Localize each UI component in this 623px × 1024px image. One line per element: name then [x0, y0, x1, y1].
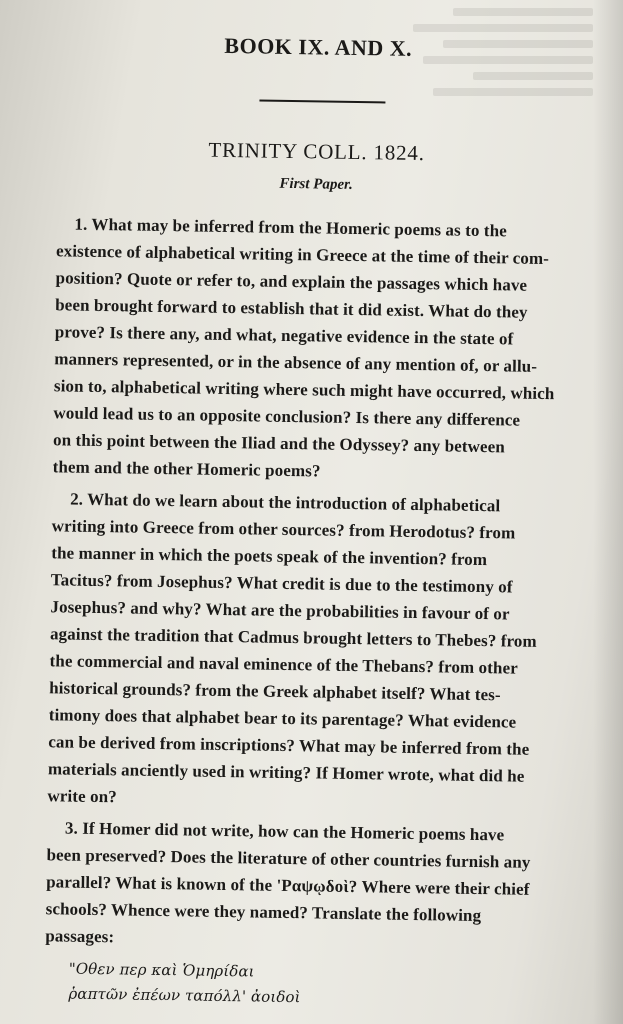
text-line: passages: [45, 926, 115, 947]
text-line: on this point between the Iliad and the Odyssey? any between [52, 430, 506, 457]
text-line: 3. If Homer did not write, how can the Homeric poems have [64, 818, 505, 845]
text-line: prove? Is there any, and what, negative evidence in the state of [54, 322, 514, 349]
paper-subtitle: First Paper. [279, 175, 353, 193]
text-line: Josephus? and why? What are the probabilities in favour of or [50, 597, 510, 624]
text-line: can be derived from inscriptions? What may be inferred from the [48, 732, 530, 759]
text-line: writing into Greece from other sources? from Herodotus? from [51, 516, 516, 543]
book-title: BOOK IX. AND X. [224, 32, 413, 61]
text-line: the manner in which the poets speak of the invention? from [51, 543, 488, 570]
text-line: manners represented, or in the absence of any mention of, or allu- [54, 349, 538, 376]
text-line: would lead us to an opposite conclusion? Is there any difference [53, 403, 521, 430]
text-line: position? Quote or refer to, and explain the passages which have [55, 268, 528, 295]
greek-quote-line: ῥαπτῶν ἐπέων ταπόλλ' ἀοιδοὶ [68, 984, 301, 1007]
text-line: 2. What do we learn about the introduction of alphabetical [70, 489, 501, 516]
bleed-through-text [0, 0, 623, 130]
greek-quote-line: "Οθεν περ καὶ Ὁμηρίδαι [68, 959, 255, 981]
page-shadow [593, 0, 623, 1024]
text-line: been preserved? Does the literature of other countries furnish any [46, 845, 531, 872]
text-line: schools? Whence were they named? Translate the following [45, 899, 482, 926]
text-line: sion to, alphabetical writing where such might have occurred, which [53, 376, 555, 404]
text-line: materials anciently used in writing? If Homer wrote, what did he [47, 759, 525, 786]
college-title: TRINITY COLL. 1824. [208, 137, 425, 166]
text-line: the commercial and naval eminence of the Thebans? from other [49, 651, 518, 678]
text-line: timony does that alphabet bear to its parentage? What evidence [48, 705, 517, 732]
text-line: against the tradition that Cadmus brought letters to Thebes? from [49, 624, 537, 651]
text-line: Tacitus? from Josephus? What credit is due to the testimony of [50, 570, 513, 597]
text-line: historical grounds? from the Greek alphabet itself? What tes- [49, 678, 501, 705]
text-line: been brought forward to establish that it did exist. What do they [55, 295, 528, 322]
text-line: existence of alphabetical writing in Greece at the time of their com- [55, 241, 550, 269]
text-line: write on? [47, 786, 118, 807]
text-line: them and the other Homeric poems? [52, 457, 321, 481]
text-line: 1. What may be inferred from the Homeric poems as to the [74, 214, 508, 241]
text-line: parallel? What is known of the 'Ραψῳδοὶ? Where were their chief [46, 872, 530, 899]
